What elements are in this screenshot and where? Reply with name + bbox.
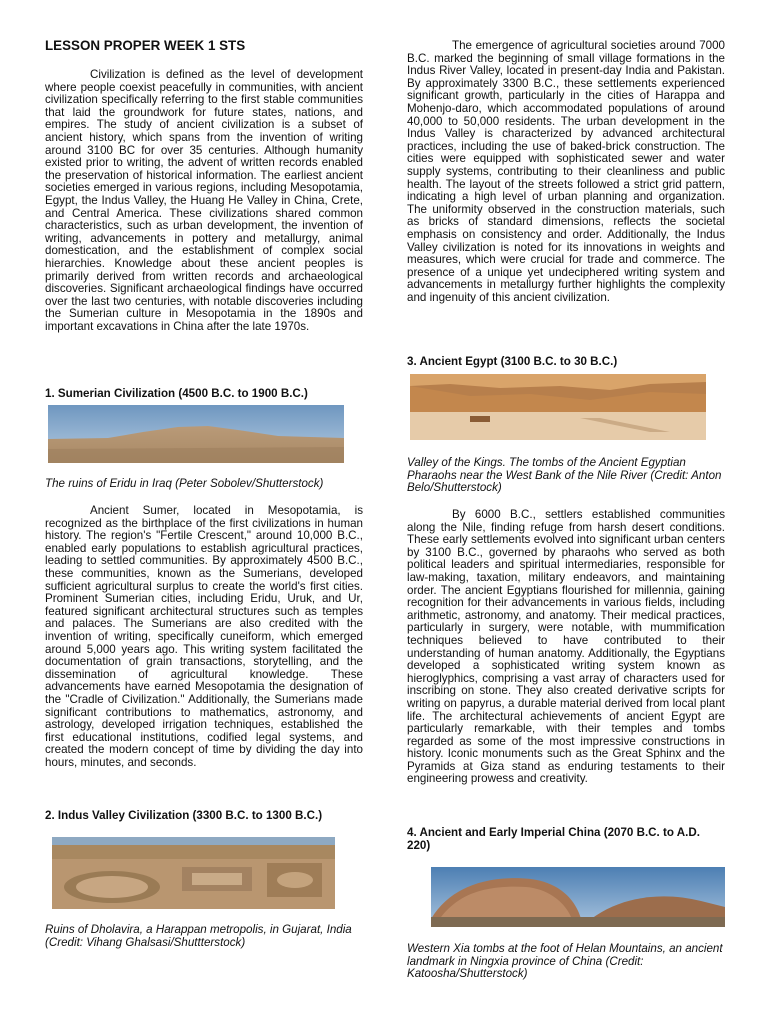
sumer-paragraph: Ancient Sumer, located in Mesopotamia, is recognized as the birthplace of the first civilizations in human history. The region's "Fertile Crescent," around 10,000 B.C., enabled early populations to establish agricultural practices, leading to settled communities. By approximately 4500 B.C., these communities, known as the Sumerians, developed sufficient agricultural surplus to create the world's first cities. Prominent Sumerian cities, including Eridu, Uruk, and Ur, featured significant architectural structures such as temples and palaces. The Sumerians are also credited with the invention of writing, specifically cuneiform, which emerged around 5,000 years ago. This writing system facilitated the documentation of grain transactions, storytelling, and the dissemination of agricultural knowledge. These advancements have earned Mesopotamia the designation of the "Cradle of Civilization." Additionally, the Sumerians made significant contributions to mathematics, astronomy, and astrology, developed irrigation techniques, established the first educational institutions, codified legal systems, and created the modern concept of time by dividing the day into hours, minutes, and seconds. xyxy=(45,504,363,769)
china-heading: 4. Ancient and Early Imperial China (2070 B.C. to A.D. 220) xyxy=(407,826,700,852)
valley-of-kings-caption: Valley of the Kings. The tombs of the Ancient Egyptian Pharaohs near the West Bank of the Nile River (Credit: Anton Belo/Shutterstock) xyxy=(407,456,722,495)
indus-paragraph: The emergence of agricultural societies around 7000 B.C. marked the beginning of small village formations in the Indus River Valley, located in present-day India and Pakistan. By approximately 3300 B.C., these settlements experienced significant growth, particularly in the cities of Harappa and Mohenjo-daro, which accommodated populations of around 40,000 to 50,000 residents. The urban development in the Indus Valley is characterized by advanced architectural practices, including the use of baked-brick construction. The cities were equipped with sophisticated sewer and water supply systems, contributing to their cleanliness and public health. The layout of the streets followed a strict grid pattern, indicating a high level of urban planning and organization. The uniformity observed in the construction materials, such as bricks of standard dimensions, reflects the societal emphasis on consistency and order. Additionally, the Indus Valley civilization is noted for its innovations in weights and measures, which were crucial for trade and commerce. The presence of a unique yet undeciphered writing system and advancements in metallurgy further highlights the complexity and ingenuity of this ancient civilization. xyxy=(407,39,725,304)
dholavira-caption: Ruins of Dholavira, a Harappan metropolis, in Gujarat, India (Credit: Vihang Ghalsasi/Shuttterstock) xyxy=(45,923,352,949)
intro-paragraph: Civilization is defined as the level of development where people coexist peacefully in communities, with ancient civilization specifically referring to the first stable communities that laid the groundwork for future states, nations, and empires. The study of ancient civilization is a subset of ancient history, which spans from the invention of writing around 3100 BC for over 35 centuries. Although humanity existed prior to writing, the advent of written records enabled the preservation of historical information. The earliest ancient societies emerged in various regions, including Mesopotamia, Egypt, the Indus Valley, the Huang He Valley in China, Crete, and Central America. These civilizations shared common characteristics, such as urban development, the invention of writing, advancements in pottery and metallurgy, animal domestication, and the establishment of complex social hierarchies. Knowledge about these ancient peoples is primarily derived from written records and archaeological discoveries. Significant archaeological findings have occurred over the last two centuries, with notable discoveries including the Sumerian culture in Mesopotamia in the 1890s and important excavations in China after the late 1970s. xyxy=(45,68,363,333)
sumer-heading: 1. Sumerian Civilization (4500 B.C. to 1900 B.C.) xyxy=(45,387,308,400)
eridu-caption: The ruins of Eridu in Iraq (Peter Sobolev/Shutterstock) xyxy=(45,477,324,490)
egypt-heading: 3. Ancient Egypt (3100 B.C. to 30 B.C.) xyxy=(407,355,618,368)
valley-of-kings-photo xyxy=(410,374,706,440)
eridu-photo xyxy=(48,405,344,463)
western-xia-caption: Western Xia tombs at the foot of Helan Mountains, an ancient landmark in Ningxia province of China (Credit: Katoosha/Shutterstock) xyxy=(407,942,723,981)
indus-heading: 2. Indus Valley Civilization (3300 B.C. to 1300 B.C.) xyxy=(45,809,323,822)
western-xia-photo xyxy=(431,867,725,927)
page-title: LESSON PROPER WEEK 1 STS xyxy=(45,38,246,53)
dholavira-photo xyxy=(52,837,335,909)
egypt-paragraph: By 6000 B.C., settlers established communities along the Nile, finding refuge from harsh desert conditions. These early settlements evolved into significant urban centers by 3100 B.C., governed by pharaohs who served as both political leaders and spiritual intermediaries, responsible for law-making, taxation, military endeavors, and maintaining order. The ancient Egyptians flourished for millennia, gaining recognition for their advancements in various fields, including arithmetic, astronomy, and anatomy. Their medical practices, particularly in surgery, were notable, with mummification techniques believed to have contributed to their understanding of human anatomy. Additionally, the Egyptians developed a sophisticated writing system known as hieroglyphics, comprising a vast array of characters used for inscribing on stone. They also created derivative scripts for writing on papyrus, a durable material derived from local plant life. The architectural achievements of ancient Egypt are particularly remarkable, with their temples and tombs regarded as some of the most impressive constructions in history. Iconic monuments such as the Great Sphinx and the Pyramids at Giza stand as enduring testaments to their engineering prowess and creativity. xyxy=(407,508,725,786)
